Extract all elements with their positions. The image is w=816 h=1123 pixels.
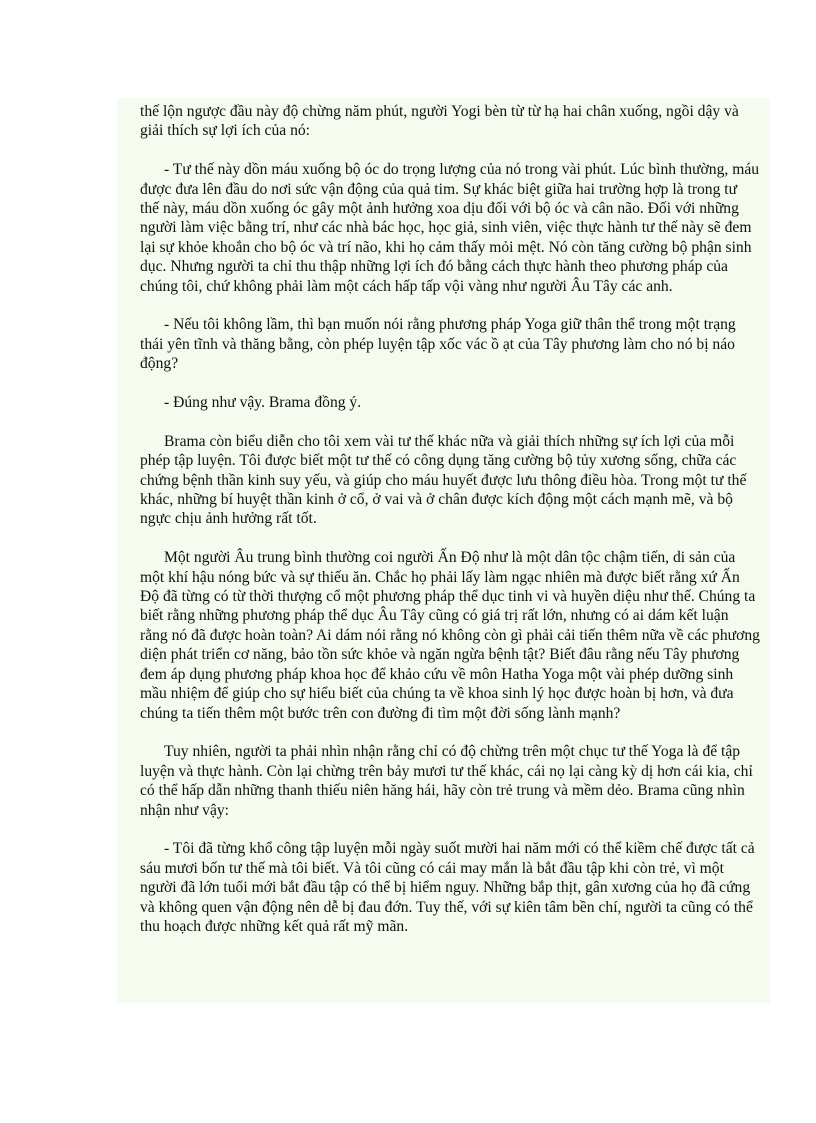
document-body bbox=[140, 102, 760, 956]
paragraph-1: thế lộn ngược đầu này độ chừng năm phút, người Yogi bèn từ từ hạ hai chân xuống, ngồi dậy và giải thích sự lợi ích của nó: bbox=[140, 103, 739, 140]
paragraph-7: Tuy nhiên, người ta phải nhìn nhận rằng chỉ có độ chừng trên một chục tư thế Yoga là để tập luyện và thực hành. Còn lại chừng trên bảy mươi tư thế khác, cái nọ lại càng kỳ dị hơn cái kia, chỉ có thể hấp dẫn những thanh thiếu niên hăng hái, hãy còn trẻ trung và mềm dẻo. Brama cũng nhìn nhận như vậy: bbox=[140, 743, 753, 819]
paragraph-5: Brama còn biểu diễn cho tôi xem vài tư thế khác nữa và giải thích những sự ích lợi của mỗi phép tập luyện. Tôi được biết một tư thế có công dụng tăng cường bộ tủy xương sống, chữa các chứng bệnh thần kinh suy yếu, và giúp cho máu huyết được lưu thông điều hòa. Trong một tư thế khác, những bí huyệt thần kinh ở cổ, ở vai và ở chân được kích động một cách mạnh mẽ, và bộ ngực chịu ảnh hưởng rất tốt. bbox=[140, 432, 747, 528]
paragraph-3: - Nếu tôi không lầm, thì bạn muốn nói rằng phương pháp Yoga giữ thân thể trong một trạng thái yên tĩnh và thăng bằng, còn phép luyện tập xốc vác ồ ạt của Tây phương làm cho nó bị náo động? bbox=[140, 316, 736, 373]
paragraph-6: Một người Âu trung bình thường coi người Ấn Độ như là một dân tộc chậm tiến, di sản của một khí hậu nóng bức và sự thiếu ăn. Chắc họ phải lấy làm ngạc nhiên mà được biết rằng xứ Ấn Độ đã từng có từ thời thượng cổ một phương pháp thể dục tinh vi và huyền diệu như thế. Chúng ta biết rằng những phương pháp thể dục Âu Tây cũng có giá trị rất lớn, nhưng có ai dám kết luận rằng nó đã được hoàn toàn? Ai dám nói rằng nó không còn gì phải cải tiến thêm nữa về các phương diện phát triển cơ năng, bảo tồn sức khỏe và ngăn ngừa bệnh tật? Biết đâu rằng nếu Tây phương đem áp dụng phương pháp khoa học để khảo cứu về môn Hatha Yoga một vài phép dưỡng sinh mầu nhiệm để giúp cho sự hiểu biết của chúng ta về khoa sinh lý học được hoàn bị hơn, và đưa chúng ta tiến thêm một bước trên con đường đi tìm một đời sống lành mạnh? bbox=[140, 549, 760, 722]
paragraph-8: - Tôi đã từng khổ công tập luyện mỗi ngày suốt mười hai năm mới có thể kiềm chế được tất cả sáu mươi bốn tư thế mà tôi biết. Và tôi cũng có cái may mắn là bắt đầu tập khi còn trẻ, vì một người đã lớn tuổi mới bắt đầu tập có thể bị hiểm nguy. Những bắp thịt, gân xương của họ đã cứng và không quen vận động nên dễ bị đau đớn. Tuy thế, với sự kiên tâm bền chí, người ta cũng có thể thu hoạch được những kết quả rất mỹ mãn. bbox=[140, 840, 755, 935]
paragraph-4: - Đúng như vậy. Brama đồng ý. bbox=[164, 394, 362, 412]
paragraph-2: - Tư thế này dồn máu xuống bộ óc do trọng lượng của nó trong vài phút. Lúc bình thường, máu được đưa lên đầu do nơi sức vận động của quả tim. Sự khác biệt giữa hai trường hợp là trong tư thế này, máu dồn xuống óc gây một ảnh hưởng xoa dịu đối với bộ óc và cân não. Đối với những người làm việc bằng trí, như các nhà bác học, học giả, sinh viên, việc thực hành tư thế này sẽ đem lại sự khỏe khoắn cho bộ óc và trí não, khi họ cảm thấy mỏi mệt. Nó còn tăng cường bộ phận sinh dục. Nhưng người ta chỉ thu thập những lợi ích đó bằng cách thực hành theo phương pháp của chúng tôi, chứ không phải làm một cách hấp tấp vội vàng như người Âu Tây các anh. bbox=[140, 161, 760, 295]
